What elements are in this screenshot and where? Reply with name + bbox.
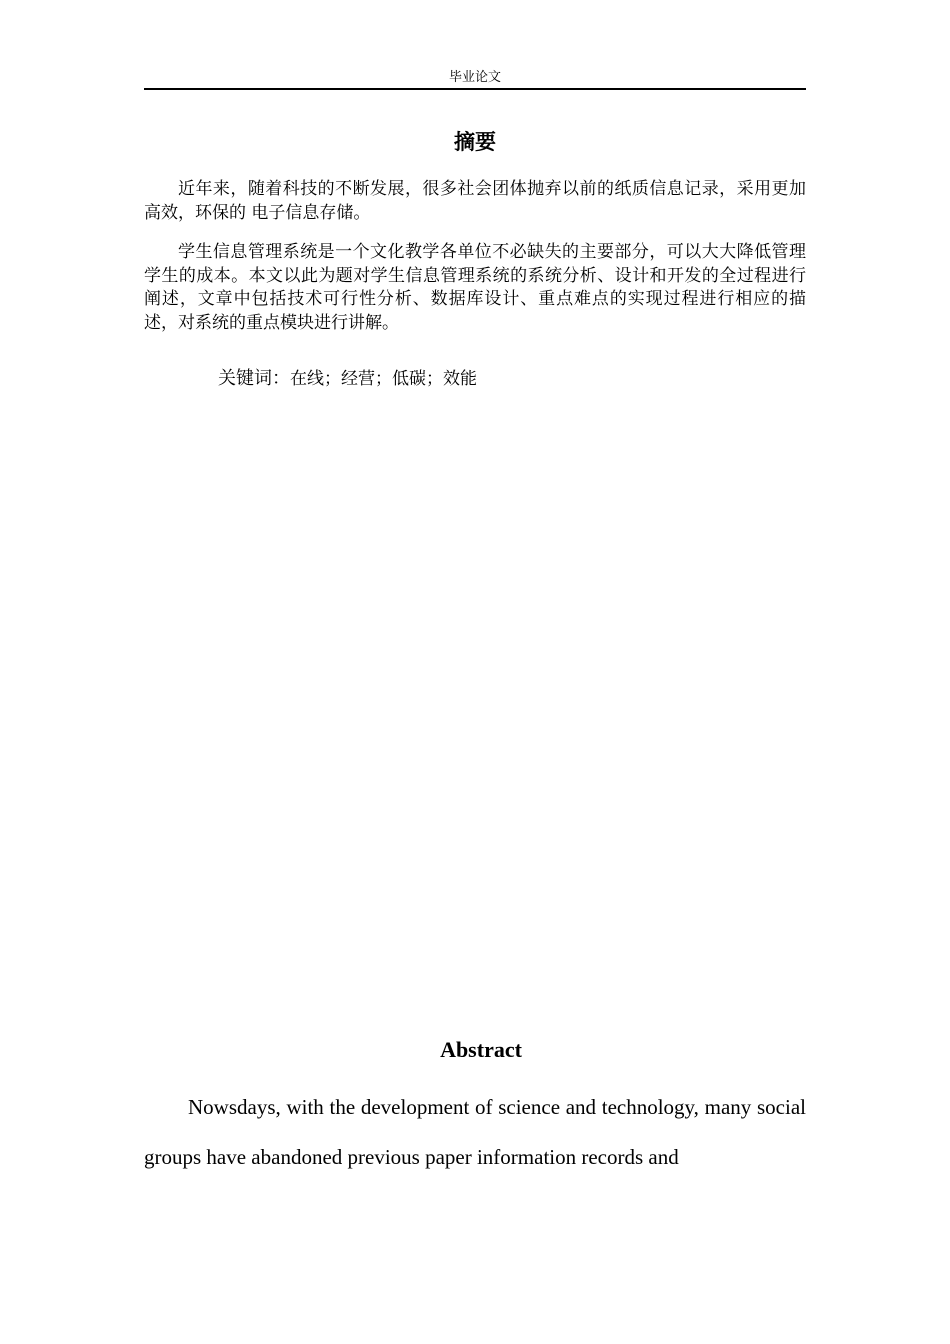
page-header (144, 68, 806, 90)
header-title: 毕业论文 (448, 70, 501, 85)
abstract-en-paragraph: Nowsdays, with the development of science and technology, many social groups have abandoned previous paper information records and (144, 1095, 806, 1169)
abstract-en-title: Abstract (440, 1037, 522, 1062)
keywords-line (218, 366, 477, 392)
abstract-cn-paragraph-1: 近年来，随着科技的不断发展，很多社会团体抛弃以前的纸质信息记录，采用更加高效，环保的 电子信息存储。 (144, 179, 806, 223)
abstract-cn-title: 摘要 (454, 130, 496, 154)
abstract-cn-paragraph-2: 学生信息管理系统是一个文化教学各单位不必缺失的主要部分，可以大大降低管理学生的成本。本文以此为题对学生信息管理系统的系统分析、设计和开发的全过程进行阐述，文章中包括技术可行性分析、数据库设计、重点难点的实现过程进行相应的描述，对系统的重点模块进行讲解。 (144, 242, 806, 333)
keywords-label: 关键词： (218, 368, 290, 389)
keywords-values: 在线；经营；低碳；效能 (290, 369, 477, 389)
